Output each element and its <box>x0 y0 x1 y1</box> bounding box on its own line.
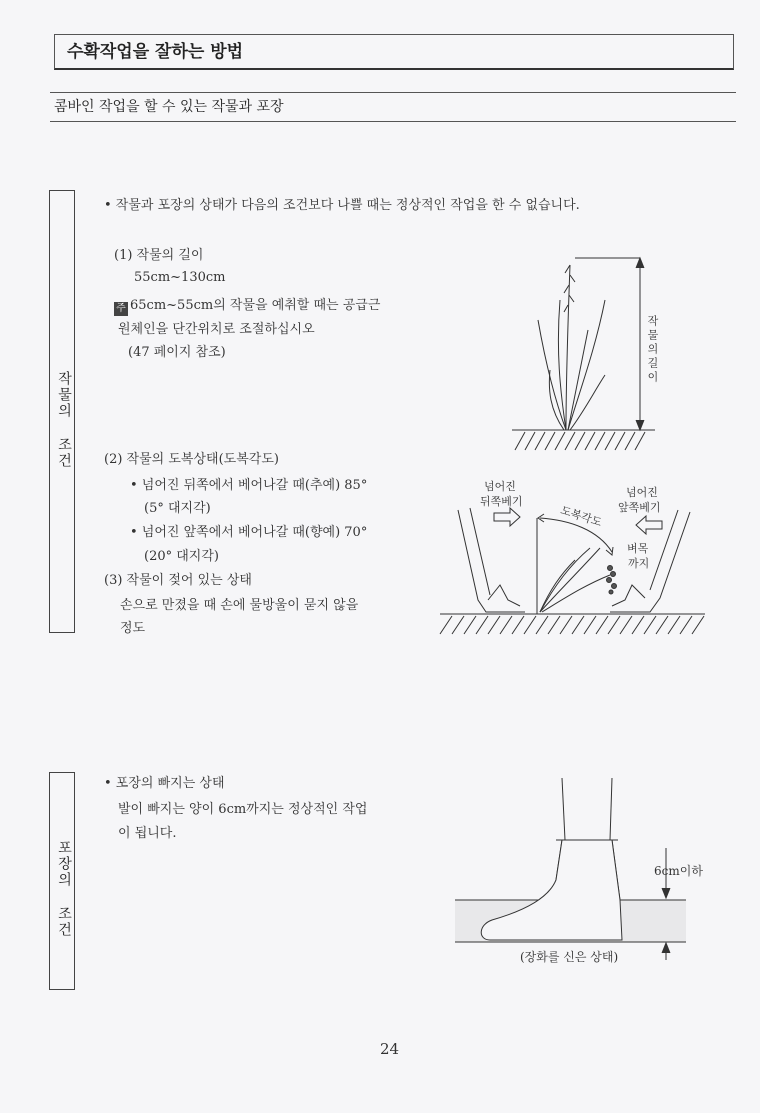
boot-depth-figure <box>455 778 686 960</box>
crop-length-figure <box>512 258 655 450</box>
section-subtitle: 콤바인 작업을 할 수 있는 작물과 포장 <box>50 92 736 122</box>
item2-front-angle: (20° 대지각) <box>144 549 219 564</box>
field-conditions-label: 포장의 조건 <box>49 772 75 990</box>
item1-title: (1) 작물의 길이 <box>114 248 204 263</box>
boot-caption: (장화를 신은 상태) <box>520 950 619 964</box>
ground-hatch-1 <box>515 432 645 450</box>
depth-label: 6cm이하 <box>654 864 703 878</box>
front-cut-label-1: 넘어진 <box>626 486 658 499</box>
item3-title: (3) 작물이 젖어 있는 상태 <box>104 573 252 588</box>
back-cut-label-2: 뒤쪽베기 <box>480 495 523 508</box>
note-line-2: 원체인을 단간위치로 조절하십시오 <box>118 322 315 337</box>
ear-label-2: 까지 <box>628 557 650 570</box>
ear-label-1: 벼목 <box>627 542 649 555</box>
crop-length-label: 작물의길이 <box>646 315 659 385</box>
front-cut-label-2: 앞쪽베기 <box>618 501 661 514</box>
item2-front-cut: • 넘어진 앞쪽에서 베어나갈 때(향예) 70° <box>130 525 368 540</box>
back-cut-label-1: 넘어진 <box>484 480 516 493</box>
page-title: 수확작업을 잘하는 방법 <box>54 34 734 70</box>
lodging-angle-label: 도복각도 <box>558 503 604 530</box>
field-bullet: • 포장의 빠지는 상태 <box>104 776 225 791</box>
crop-conditions-label: 작물의 조건 <box>49 190 75 633</box>
item2-title: (2) 작물의 도복상태(도복각도) <box>104 452 279 467</box>
item3-line-1: 손으로 만졌을 때 손에 물방울이 묻지 않을 <box>120 598 359 613</box>
page-number: 24 <box>380 1040 400 1058</box>
field-line-1: 발이 빠지는 양이 6cm까지는 정상적인 작업 <box>118 802 368 817</box>
ground-hatch-2 <box>440 616 704 634</box>
note-icon: 주 <box>114 302 128 316</box>
field-line-2: 이 됩니다. <box>118 826 177 841</box>
item1-range: 55cm~130cm <box>134 270 226 285</box>
item2-back-angle: (5° 대지각) <box>144 501 211 516</box>
note-text-1: 65cm~55cm의 작물을 예취할 때는 공급근 <box>130 298 381 313</box>
crop-intro: • 작물과 포장의 상태가 다음의 조건보다 나쁠 때는 정상적인 작업을 한 수 없습니다. <box>104 198 580 213</box>
item2-back-cut: • 넘어진 뒤쪽에서 베어나갈 때(추예) 85° <box>130 478 368 493</box>
rice-plant-1 <box>538 265 605 430</box>
note-line-3: (47 페이지 참조) <box>128 345 226 360</box>
lodging-angle-figure <box>440 508 705 634</box>
item3-line-2: 정도 <box>120 621 146 636</box>
